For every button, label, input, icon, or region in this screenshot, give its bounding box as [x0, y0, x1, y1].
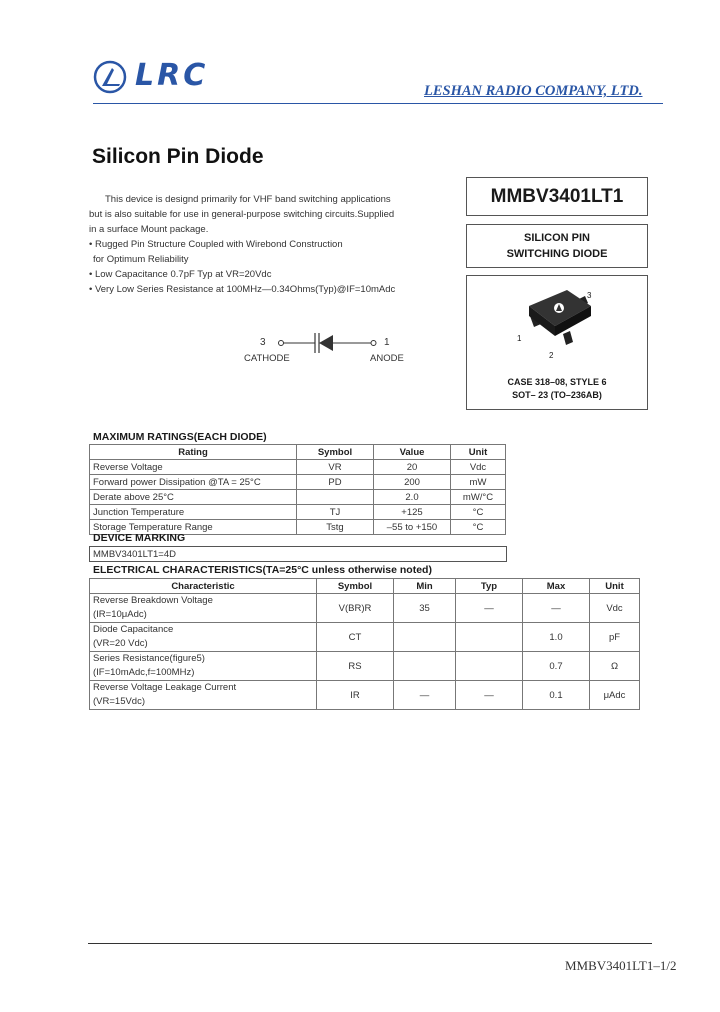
cell: Ω: [590, 652, 640, 681]
cell: Forward power Dissipation @TA = 25°C: [90, 475, 297, 490]
schematic-pin-3: 3: [260, 337, 266, 348]
device-type-box: [466, 224, 648, 268]
cell: [297, 490, 374, 505]
cell: mW/°C: [451, 490, 506, 505]
cell: —: [456, 594, 523, 623]
cell: 2.0: [374, 490, 451, 505]
cell: 0.1: [523, 681, 590, 710]
cell: Storage Temperature Range: [90, 520, 297, 535]
col-header: Unit: [590, 579, 640, 594]
company-name: LESHAN RADIO COMPANY, LTD.: [424, 83, 643, 99]
logo-text: LRC: [135, 58, 209, 93]
description: [89, 192, 409, 297]
pkg-pin-2: 2: [549, 351, 554, 360]
feature-item: • Low Capacitance 0.7pF Typ at VR=20Vdc: [89, 269, 272, 280]
cell: –55 to +150: [374, 520, 451, 535]
device-type-line-1: SILICON PIN: [523, 232, 590, 244]
cell: [394, 652, 456, 681]
char-cond: (VR=15Vdc): [93, 696, 146, 707]
cell: —: [456, 681, 523, 710]
char-cond: (IR=10μAdc): [93, 609, 147, 620]
desc-line: but is also suitable for use in general-purpose switching circuits.Supplied: [89, 209, 395, 220]
cell: [456, 652, 523, 681]
col-header: Symbol: [317, 579, 394, 594]
header-rule: [93, 103, 663, 104]
package-box: [466, 275, 648, 410]
cell: PD: [297, 475, 374, 490]
cell: 200: [374, 475, 451, 490]
cell: °C: [451, 505, 506, 520]
cell: [90, 652, 317, 681]
electrical-table: [89, 578, 640, 710]
table-header-row: [90, 579, 640, 594]
cell: 1.0: [523, 623, 590, 652]
cell: [456, 623, 523, 652]
col-header: Symbol: [297, 445, 374, 460]
char-cond: (IF=10mAdc,f=100MHz): [93, 667, 195, 678]
cell: Reverse Voltage: [90, 460, 297, 475]
char-name: Reverse Voltage Leakage Current: [93, 682, 237, 693]
cell: [90, 623, 317, 652]
case-info: [467, 376, 647, 402]
electrical-title: ELECTRICAL CHARACTERISTICS(TA=25°C unless otherwise noted): [93, 564, 432, 576]
footer-rule: [88, 943, 652, 944]
cell: °C: [451, 520, 506, 535]
col-header: Unit: [451, 445, 506, 460]
cathode-label: CATHODE: [244, 353, 290, 364]
char-name: Diode Capacitance: [93, 624, 174, 635]
col-header: Min: [394, 579, 456, 594]
cell: 0.7: [523, 652, 590, 681]
cell: TJ: [297, 505, 374, 520]
pkg-pin-1: 1: [517, 334, 522, 343]
anode-label: ANODE: [370, 353, 404, 364]
max-ratings-table: [89, 444, 506, 535]
cell: VR: [297, 460, 374, 475]
case-line-1: CASE 318–08, STYLE 6: [507, 377, 607, 387]
desc-line: in a surface Mount package.: [89, 224, 209, 235]
table-row: [90, 594, 640, 623]
device-marking-title: DEVICE MARKING: [93, 532, 186, 544]
cell: 20: [374, 460, 451, 475]
feature-item: • Very Low Series Resistance at 100MHz—0.34Ohms(Typ)@IF=10mAdc: [89, 284, 396, 295]
cell: —: [394, 681, 456, 710]
device-marking-value: MMBV3401LT1=4D: [89, 546, 507, 562]
device-type-line-2: SWITCHING DIODE: [506, 248, 608, 260]
page-title: Silicon Pin Diode: [92, 145, 264, 168]
cell: Tstg: [297, 520, 374, 535]
char-cond: (VR=20 Vdc): [93, 638, 148, 649]
case-line-2: SOT– 23 (TO–236AB): [512, 390, 602, 400]
table-row: [90, 623, 640, 652]
cell: RS: [317, 652, 394, 681]
table-row: [90, 490, 506, 505]
cell: [90, 594, 317, 623]
cell: Junction Temperature: [90, 505, 297, 520]
cell: μAdc: [590, 681, 640, 710]
table-row: [90, 652, 640, 681]
cell: mW: [451, 475, 506, 490]
pkg-pin-3: 3: [587, 291, 592, 300]
char-name: Series Resistance(figure5): [93, 653, 205, 664]
lrc-logo-icon: [93, 60, 127, 94]
col-header: Max: [523, 579, 590, 594]
cell: +125: [374, 505, 451, 520]
col-header: Rating: [90, 445, 297, 460]
feature-item-cont: for Optimum Reliability: [93, 254, 189, 265]
sot23-package-icon: [467, 276, 647, 376]
cell: Vdc: [451, 460, 506, 475]
cell: V(BR)R: [317, 594, 394, 623]
cell: pF: [590, 623, 640, 652]
cell: [90, 681, 317, 710]
table-row: [90, 475, 506, 490]
table-row: [90, 460, 506, 475]
char-name: Reverse Breakdown Voltage: [93, 595, 213, 606]
cell: 35: [394, 594, 456, 623]
max-ratings-title: MAXIMUM RATINGS(EACH DIODE): [93, 431, 267, 443]
col-header: Value: [374, 445, 451, 460]
cell: [394, 623, 456, 652]
diode-schematic-icon: [238, 327, 418, 372]
part-number: MMBV3401LT1: [490, 186, 624, 207]
table-row: [90, 505, 506, 520]
schematic-pin-1: 1: [384, 337, 390, 348]
table-row: [90, 681, 640, 710]
feature-item: • Rugged Pin Structure Coupled with Wirebond Construction: [89, 239, 343, 250]
part-number-box: [466, 177, 648, 216]
cell: Vdc: [590, 594, 640, 623]
cell: CT: [317, 623, 394, 652]
cell: Derate above 25°C: [90, 490, 297, 505]
cell: —: [523, 594, 590, 623]
cell: IR: [317, 681, 394, 710]
table-header-row: [90, 445, 506, 460]
page-footer: MMBV3401LT1–1/2: [565, 958, 677, 973]
col-header: Typ: [456, 579, 523, 594]
col-header: Characteristic: [90, 579, 317, 594]
desc-line: This device is designd primarily for VHF band switching applications: [105, 194, 391, 205]
